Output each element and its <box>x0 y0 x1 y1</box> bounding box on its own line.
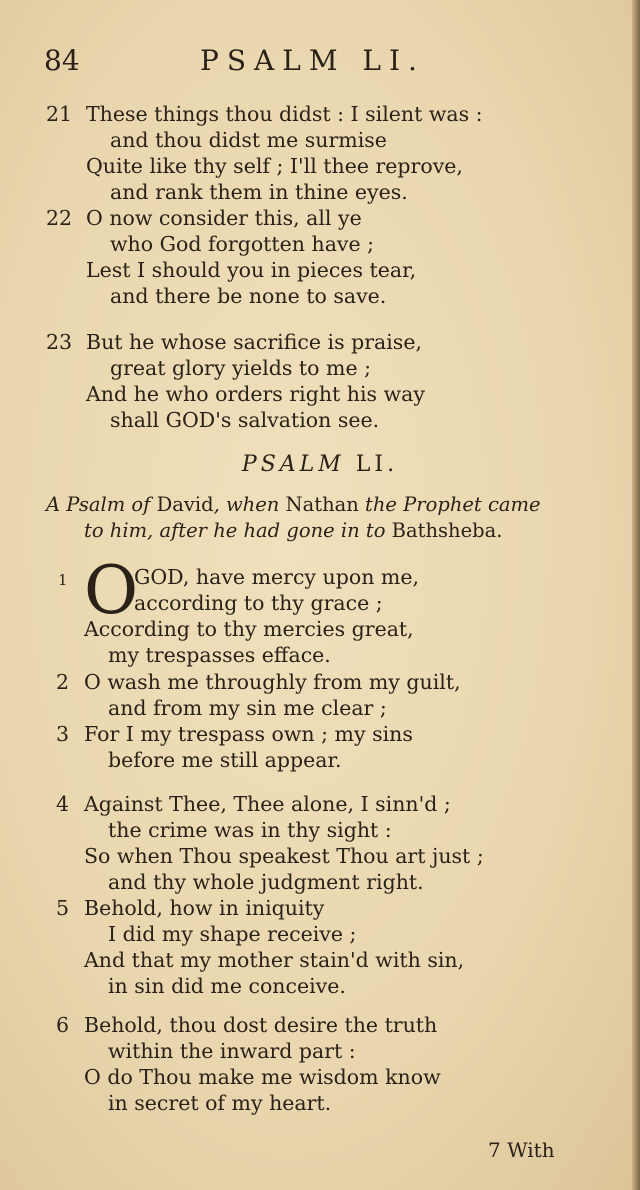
verse-line: who God forgotten have ; <box>110 232 375 256</box>
verse-line: in secret of my heart. <box>108 1091 332 1115</box>
running-title: PSALM LI. <box>200 44 425 77</box>
subtitle-part: Bathsheba. <box>391 519 503 542</box>
verse-line: But he whose sacrifice is praise, <box>86 330 422 354</box>
page-header <box>40 44 600 88</box>
verse-line: and rank them in thine eyes. <box>110 180 408 204</box>
verse-number: 22 <box>46 206 73 230</box>
verse-number: 1 <box>58 571 68 589</box>
verse-line: and from my sin me clear ; <box>108 696 387 720</box>
verse-line: and thou didst me surmise <box>110 128 387 152</box>
verse-line: For I my trespass own ; my sins <box>84 722 413 746</box>
verse-line: according to thy grace ; <box>134 591 383 615</box>
verse-number: 21 <box>46 102 73 126</box>
verse-line: my trespasses efface. <box>108 643 331 667</box>
psalm-subtitle <box>84 518 502 544</box>
verse-line: I did my shape receive ; <box>108 922 357 946</box>
verse-line: great glory yields to me ; <box>110 356 372 380</box>
catchword: 7 With <box>488 1138 555 1162</box>
verse-line: Quite like thy self ; I'll thee reprove, <box>86 154 463 178</box>
verse-line: within the inward part : <box>108 1039 356 1063</box>
verse-line: So when Thou speakest Thou art just ; <box>84 844 484 868</box>
verse-number: 5 <box>56 896 70 920</box>
drop-cap: O <box>84 552 139 629</box>
subtitle-part: , when <box>213 493 286 516</box>
verse-line: before me still appear. <box>108 748 342 772</box>
psalm-heading-number: LI. <box>355 452 399 477</box>
subtitle-part: to him, after he had gone in to <box>84 519 392 542</box>
verse-line: Behold, thou dost desire the truth <box>84 1013 438 1037</box>
verse-line: And he who orders right his way <box>86 382 425 406</box>
psalm-subtitle <box>46 492 541 518</box>
verse-line: GOD, have mercy upon me, <box>134 565 419 589</box>
subtitle-part: Nathan <box>285 493 359 516</box>
verse-line: These things thou didst : I silent was : <box>86 102 483 126</box>
verse-number: 6 <box>56 1013 70 1037</box>
subtitle-part: David <box>156 493 214 516</box>
psalm-heading-word: PSALM <box>241 452 345 477</box>
verse-line: And that my mother stain'd with sin, <box>84 948 465 972</box>
subtitle-part: the Prophet came <box>358 493 541 516</box>
verse-line: O do Thou make me wisdom know <box>84 1065 441 1089</box>
verse-line: O wash me throughly from my guilt, <box>84 670 461 694</box>
verse-number: 2 <box>56 670 70 694</box>
subtitle-part: A Psalm of <box>46 493 157 516</box>
verse-line: the crime was in thy sight : <box>108 818 392 842</box>
page-edge <box>632 0 640 1190</box>
verse-number: 3 <box>56 722 70 746</box>
verse-line: According to thy mercies great, <box>84 617 414 641</box>
verse-line: Behold, how in iniquity <box>84 896 325 920</box>
verse-number: 4 <box>56 792 70 816</box>
verse-line: and there be none to save. <box>110 284 387 308</box>
verse-line: O now consider this, all ye <box>86 206 362 230</box>
verse-line: in sin did me conceive. <box>108 974 346 998</box>
verse-line: shall GOD's salvation see. <box>110 408 380 432</box>
verse-line: Against Thee, Thee alone, I sinn'd ; <box>84 792 451 816</box>
verse-number: 23 <box>46 330 73 354</box>
verse-line: Lest I should you in pieces tear, <box>86 258 417 282</box>
verse-line: and thy whole judgment right. <box>108 870 424 894</box>
psalm-heading <box>0 452 640 477</box>
page-number: 84 <box>44 44 80 77</box>
